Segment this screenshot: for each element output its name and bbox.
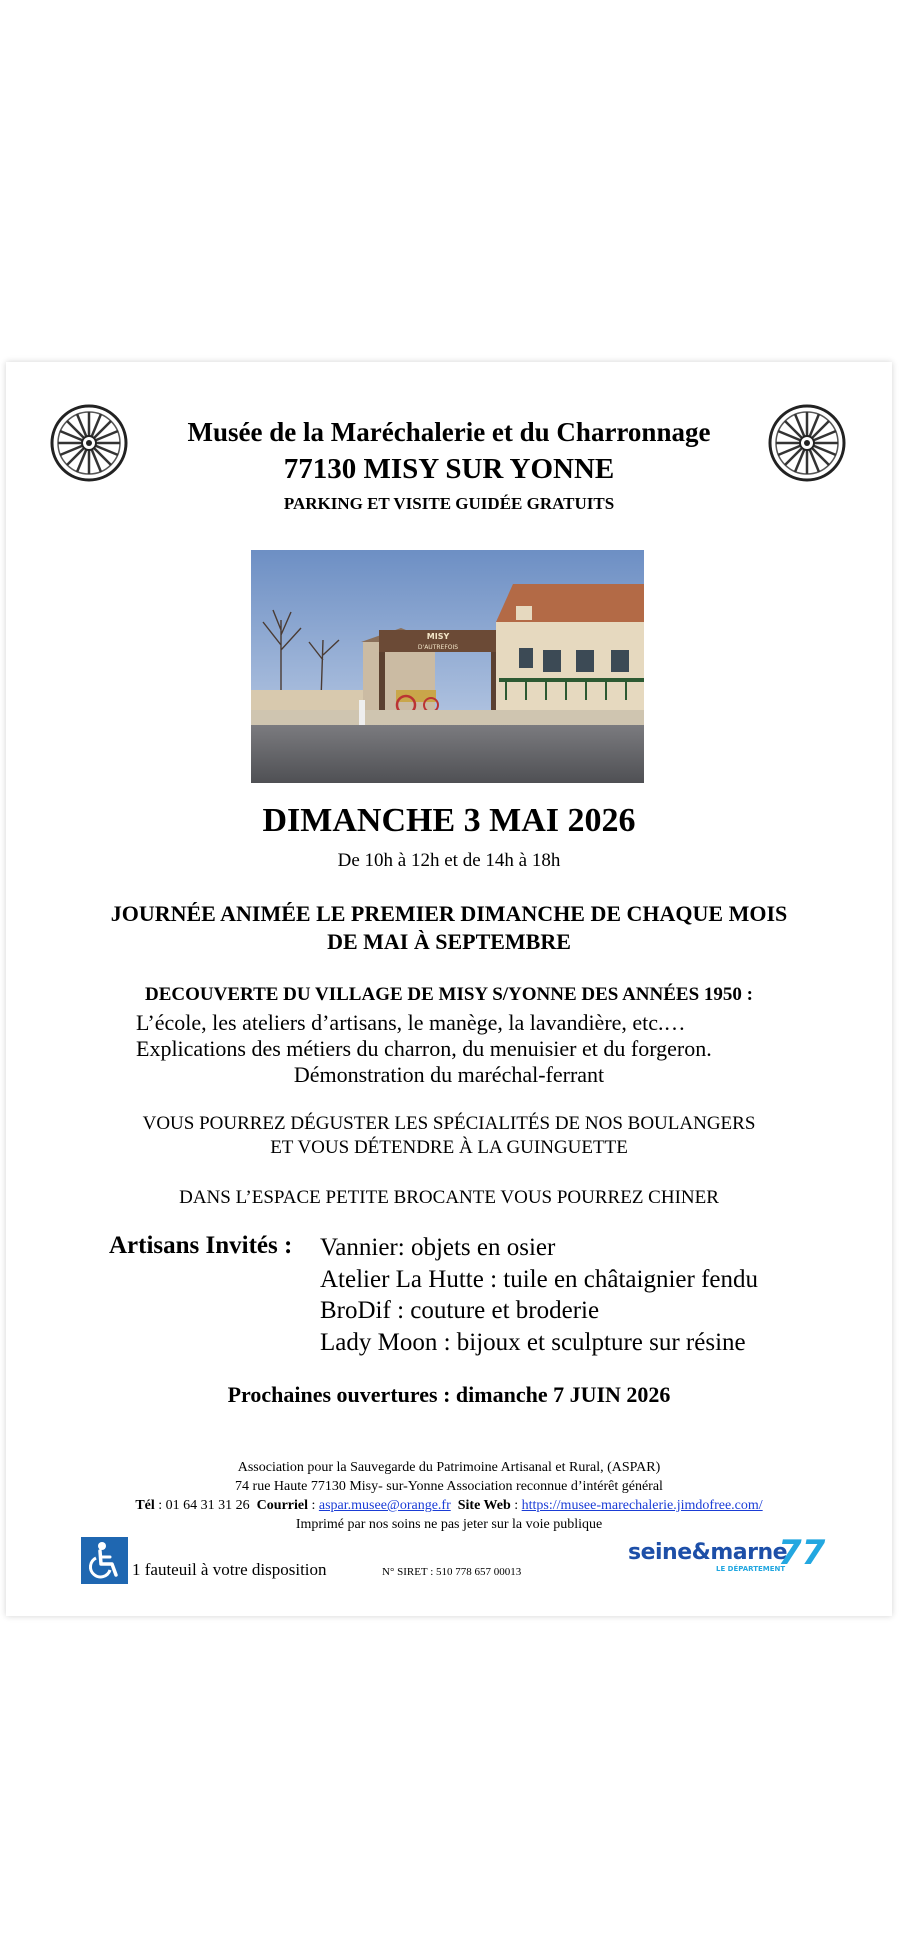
association-name: Association pour la Sauvegarde du Patrimoine Artisanal et Rural, (ASPAR) <box>237 1460 661 1475</box>
association-address: 74 rue Haute 77130 Misy- sur-Yonne Association reconnue d’intérêt général <box>235 1479 663 1494</box>
event-date: DIMANCHE 3 MAI 2026 <box>262 802 636 839</box>
discovery-line: L’école, les ateliers d’artisans, le manège, la lavandière, etc.… <box>136 1010 686 1035</box>
next-openings: Prochaines ouvertures : dimanche 7 JUIN 2026 <box>227 1382 671 1407</box>
brocante-info: DANS L’ESPACE PETITE BROCANTE VOUS POURREZ CHINER <box>179 1187 719 1208</box>
tel-label: Tél <box>135 1498 155 1513</box>
event-hours: De 10h à 12h et de 14h à 18h <box>337 850 561 871</box>
wheelchair-icon <box>81 1537 128 1584</box>
animation-line: DE MAI À SEPTEMBRE <box>327 929 571 954</box>
tel-number: : 01 64 31 31 26 <box>158 1498 250 1513</box>
tasting-line: VOUS POURREZ DÉGUSTER LES SPÉCIALITÉS DE NOS BOULANGERS <box>142 1113 756 1134</box>
artisan-item: BroDif : couture et broderie <box>320 1297 600 1324</box>
wheelchair-info: 1 fauteuil à votre disposition <box>132 1560 327 1579</box>
sign-subtext: D'AUTREFOIS <box>417 644 459 651</box>
web-label: Site Web <box>457 1498 511 1513</box>
animation-info <box>6 900 892 956</box>
email-link[interactable]: aspar.musee@orange.fr <box>318 1498 451 1513</box>
artisan-item: Atelier La Hutte : tuile en châtaignier fendu <box>320 1265 759 1293</box>
website-link[interactable]: https://musee-marechalerie.jimdofree.com/ <box>521 1498 763 1513</box>
museum-photo <box>251 550 644 783</box>
contact-line: Tél : 01 64 31 31 26 Courriel : aspar.musee@orange.fr Site Web : https://musee-marechalerie.jimdofree.com/ <box>135 1498 763 1513</box>
sign-text: MISY <box>426 632 450 641</box>
museum-title: Musée de la Maréchalerie et du Charronnage <box>187 417 711 447</box>
discovery-line: Démonstration du maréchal-ferrant <box>293 1062 605 1087</box>
discovery-line: Explications des métiers du charron, du menuisier et du forgeron. <box>136 1036 712 1061</box>
mail-label: Courriel <box>256 1498 308 1513</box>
logo-text: seine&marne <box>628 1540 788 1565</box>
discovery-heading: DECOUVERTE DU VILLAGE DE MISY S/YONNE DES ANNÉES 1950 : <box>145 984 753 1005</box>
artisan-item: Lady Moon : bijoux et sculpture sur résine <box>320 1328 746 1356</box>
museum-city: 77130 MISY SUR YONNE <box>283 453 615 485</box>
animation-line: JOURNÉE ANIMÉE LE PREMIER DIMANCHE DE CHAQUE MOIS <box>110 901 788 926</box>
parking-info: PARKING ET VISITE GUIDÉE GRATUITS <box>283 494 615 513</box>
flyer-page <box>6 362 892 1616</box>
siret-number: N° SIRET : 510 778 657 00013 <box>382 1566 522 1578</box>
tasting-line: ET VOUS DÉTENDRE À LA GUINGUETTE <box>270 1137 628 1158</box>
artisans-label: Artisans Invités : <box>109 1232 293 1259</box>
printed-notice: Imprimé par nos soins ne pas jeter sur la voie publique <box>295 1517 603 1532</box>
artisans-list <box>320 1232 758 1358</box>
logo-number: 77 <box>778 1533 826 1573</box>
tasting-info <box>6 1112 892 1160</box>
seine-et-marne-logo <box>628 1533 826 1580</box>
logo-subtext: LE DÉPARTEMENT <box>716 1565 786 1573</box>
artisan-item: Vannier: objets en osier <box>320 1234 556 1261</box>
